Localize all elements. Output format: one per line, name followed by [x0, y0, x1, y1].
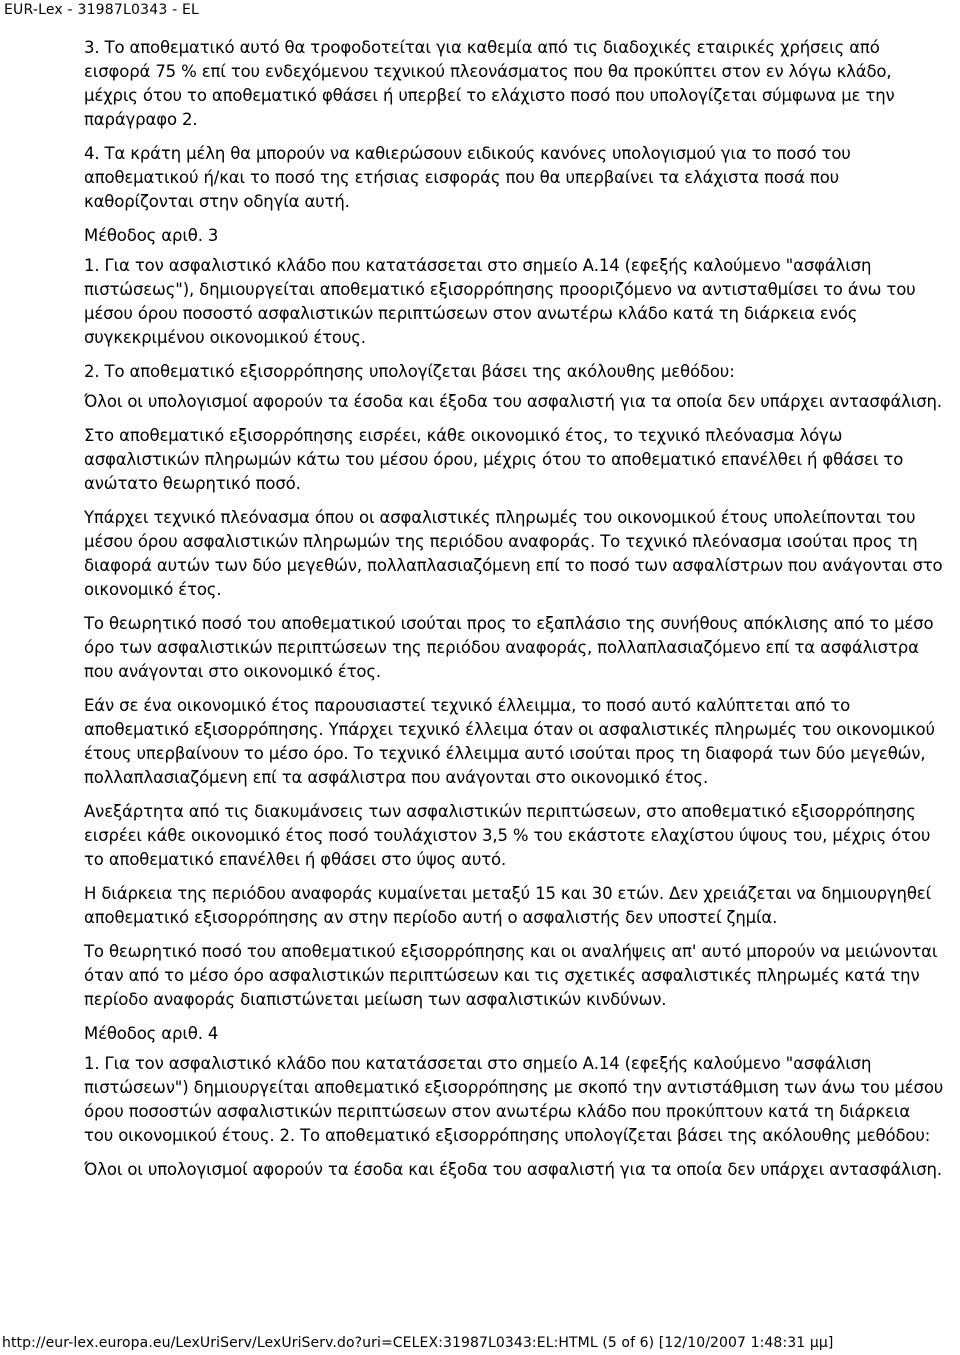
- method-3-calculations-note: Όλοι οι υπολογισμοί αφορούν τα έσοδα και έξοδα του ασφαλιστή για τα οποία δεν υπάρχει αντασφάλιση.: [84, 392, 942, 411]
- paragraph-3-reserve-funding: 3. Το αποθεματικό αυτό θα τροφοδοτείται για καθεμία από τις διαδοχικές εταιρικές χρήσεις από εισφορά 75 % επί του ενδεχόμενου τεχνικού πλεονάσματος που θα προκύπτει στον εν λόγω κλάδο, μέχρις ότου το αποθεματικό φθάσει ή υπερβεί το ελάχιστο ποσό που υπολογίζεται σύμφωνα με την παράγραφο 2.: [84, 38, 895, 129]
- document-body: [84, 36, 944, 1192]
- page-footer-url: http://eur-lex.europa.eu/LexUriServ/LexUriServ.do?uri=CELEX:31987L0343:EL:HTML (5 of 6) [12/10/2007 1:48:31 μμ]: [2, 1335, 834, 1351]
- method-3-surplus-inflow: Στο αποθεματικό εξισορρόπησης εισρέει, κάθε οικονομικό έτος, το τεχνικό πλεόνασμα λόγω ασφαλιστικών πληρωμών κάτω του μέσου όρου, μέχρις ότου το αποθεματικό επανέλθει ή φθάσει το ανώτατο θεωρητικό ποσό.: [84, 426, 904, 493]
- method-4-calculations-note: Όλοι οι υπολογισμοί αφορούν τα έσοδα και έξοδα του ασφαλιστή για τα οποία δεν υπάρχει αντασφάλιση.: [84, 1160, 942, 1179]
- method-4-point-1: 1. Για τον ασφαλιστικό κλάδο που κατατάσσεται στο σημείο Α.14 (εφεξής καλούμενο "ασφάλιση πιστώσεων") δημιουργείται αποθεματικό εξισορρόπησης με σκοπό την αντιστάθμιση των άνω του μέσου όρου ποσοστών ασφαλιστικών περιπτώσεων στον ανωτέρω κλάδο που προκύπτουν κατά τη διάρκεια του οικονομικού έτους. 2. Το αποθεματικό εξισορρόπησης υπολογίζεται βάσει της ακόλουθης μεθόδου:: [84, 1054, 944, 1145]
- paragraph-4-member-states-rules: 4. Τα κράτη μέλη θα μπορούν να καθιερώσουν ειδικούς κανόνες υπολογισμού για το ποσό του αποθεματικού ή/και το ποσό της ετήσιας εισφοράς που θα υπερβαίνει τα ελάχιστα ποσά που καθορίζονται στην οδηγία αυτή.: [84, 144, 851, 211]
- method-3-reference-period: Η διάρκεια της περιόδου αναφοράς κυμαίνεται μεταξύ 15 και 30 ετών. Δεν χρειάζεται να δημιουργηθεί αποθεματικό εξισορρόπησης αν στην περίοδο αυτή ο ασφαλιστής δεν υποστεί ζημία.: [84, 884, 932, 927]
- method-3-minimum-inflow: Ανεξάρτητα από τις διακυμάνσεις των ασφαλιστικών περιπτώσεων, στο αποθεματικό εξισορρόπησης εισρέει κάθε οικονομικό έτος ποσό τουλάχιστον 3,5 % του εκάστοτε ελαχίστου ύψους του, μέχρις ότου το αποθεματικό επανέλθει ή φθάσει στο ύψος αυτό.: [84, 802, 931, 869]
- method-3-point-2: 2. Το αποθεματικό εξισορρόπησης υπολογίζεται βάσει της ακόλουθης μεθόδου:: [84, 362, 735, 381]
- method-3-technical-surplus: Υπάρχει τεχνικό πλεόνασμα όπου οι ασφαλιστικές πληρωμές του οικονομικού έτους υπολείπονται του μέσου όρου ασφαλιστικών πληρωμών της περιόδου αναφοράς. Το τεχνικό πλεόνασμα ισούται προς τη διαφορά αυτών των δύο μεγεθών, πολλαπλασιαζόμενη επί το ποσό των ασφαλίστρων που ανάγονται στο οικονομικό έτος.: [84, 508, 943, 599]
- method-3-point-1: 1. Για τον ασφαλιστικό κλάδο που κατατάσσεται στο σημείο Α.14 (εφεξής καλούμενο "ασφάλιση πιστώσεως"), δημιουργείται αποθεματικό εξισορρόπησης προοριζόμενο να αντισταθμίσει το άνω του μέσου όρου ποσοστό ασφαλιστικών περιπτώσεων στον ανωτέρω κλάδο κατά τη διάρκεια ενός συγκεκριμένου οικονομικού έτους.: [84, 256, 916, 347]
- method-4-heading: Μέθοδος αριθ. 4: [84, 1024, 219, 1043]
- method-3-heading: Μέθοδος αριθ. 3: [84, 226, 219, 245]
- page-header-title: EUR-Lex - 31987L0343 - EL: [4, 2, 200, 18]
- method-3-theoretical-amount: Το θεωρητικό ποσό του αποθεματικού ισούται προς το εξαπλάσιο της συνήθους απόκλισης από το μέσο όρο των ασφαλιστικών περιπτώσεων της περιόδου αναφοράς, πολλαπλασιαζόμενο επί τα ασφάλιστρα που ανάγονται στο οικονομικό έτος.: [84, 614, 934, 681]
- method-3-technical-deficit: Εάν σε ένα οικονομικό έτος παρουσιαστεί τεχνικό έλλειμμα, το ποσό αυτό καλύπτεται από το αποθεματικό εξισορρόπησης. Υπάρχει τεχνικό έλλειμα όταν οι ασφαλιστικές πληρωμές του οικονομικού έτους υπερβαίνουν το μέσο όρο. Το τεχνικό έλλειμμα αυτό ισούται προς τη διαφορά των δύο μεγεθών, πολλαπλασιαζόμενη επί τα ασφάλιστρα που ανάγονται στο οικονομικό έτος.: [84, 696, 935, 787]
- method-3-reduction: Το θεωρητικό ποσό του αποθεματικού εξισορρόπησης και οι αναλήψεις απ' αυτό μπορούν να μειώνονται όταν από το μέσο όρο ασφαλιστικών περιπτώσεων και τις σχετικές ασφαλιστικές πληρωμές κατά την περίοδο αναφοράς διαπιστώνεται μείωση των ασφαλιστικών κινδύνων.: [84, 942, 938, 1009]
